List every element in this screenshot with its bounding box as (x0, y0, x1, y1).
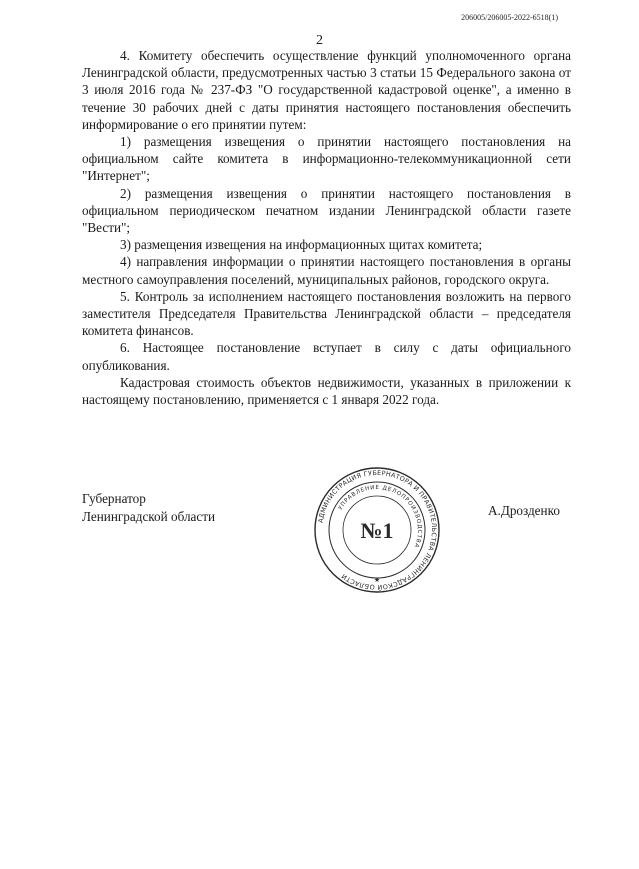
paragraph-6: 6. Настоящее постановление вступает в силу с даты официального опубликования. (82, 340, 571, 373)
paragraph-cadastral: Кадастровая стоимость объектов недвижимости, указанных в приложении к настоящему постановлению, применяется с 1 января 2022 года. (82, 374, 571, 408)
seal-outer-text: АДМИНИСТРАЦИЯ ГУБЕРНАТОРА И ПРАВИТЕЛЬСТВА ЛЕНИНГРАДСКОЙ ОБЛАСТИ (316, 468, 439, 592)
page-number: 2 (316, 33, 323, 48)
signature-title-line2: Ленинградской области (82, 508, 216, 524)
paragraph-4: 4. Комитету обеспечить осуществление функций уполномоченного органа Ленинградской области, предусмотренных частью 3 статьи 15 Федерального закона от 3 июля 2016 года № 237-ФЗ "О государственной кадастровой оценке", а именно в течение 30 рабочих дней с даты принятия настоящего постановления обеспечить информирование о его принятии путем: (82, 48, 571, 132)
list-item-2: 2) размещения извещения о принятии настоящего постановления в официальном периодическом печатном издании Ленинградской области газете "Вести"; (82, 185, 571, 236)
list-item-3: 3) размещения извещения на информационных щитах комитета; (120, 237, 483, 253)
seal-stamp (313, 466, 441, 594)
list-item-1: 1) размещения извещения о принятии настоящего постановления на официальном сайте комитета в информационно-телекоммуникационной сети "Интернет"; (82, 134, 571, 184)
paragraph-5: 5. Контроль за исполнением настоящего постановления возложить на первого заместителя Председателя Правительства Ленинградской области – председателя комитета финансов. (82, 288, 571, 339)
signature-title-line1: Губернатор (82, 491, 146, 506)
document-id: 206005/206005-2022-6518(1) (461, 13, 558, 22)
seal-number: №1 (360, 518, 394, 543)
signature-title (82, 490, 215, 525)
star-icon: ★ (373, 576, 381, 584)
list-item-4: 4) направления информации о принятии настоящего постановления в органы местного самоуправления поселений, муниципальных районов, городского округа. (82, 254, 571, 287)
seal-inner-text: УПРАВЛЕНИЕ ДЕЛОПРОИЗВОДСТВА (337, 484, 423, 549)
document-body (82, 47, 571, 408)
signature-name: А.Дрозденко (488, 503, 560, 518)
